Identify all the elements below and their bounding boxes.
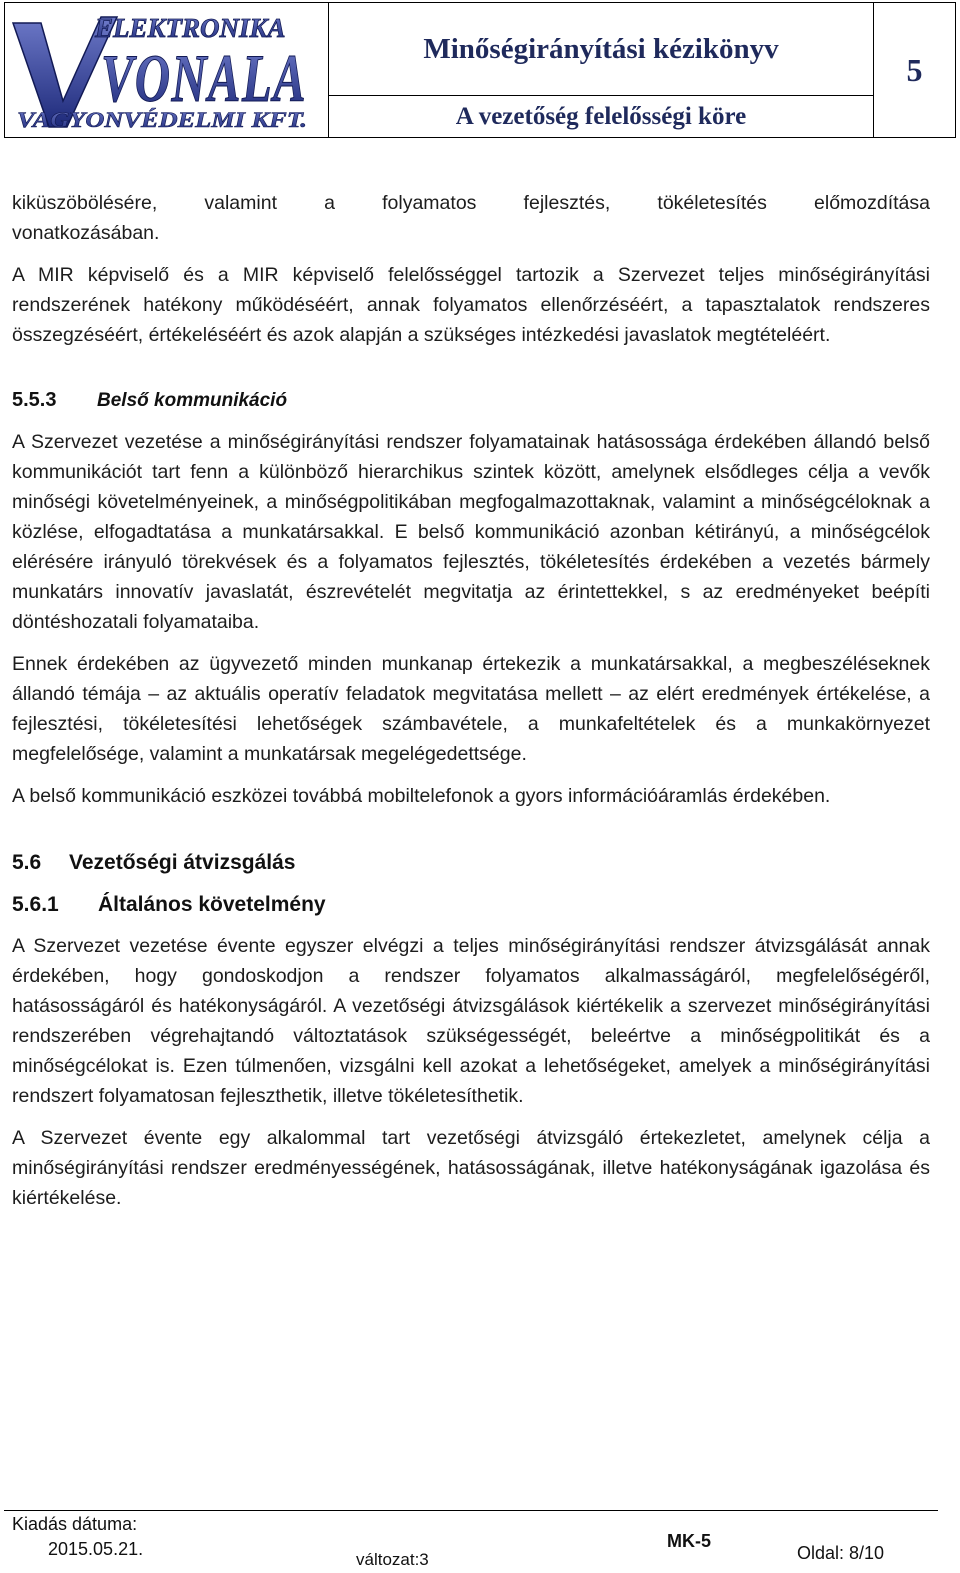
paragraph-annual-review: A Szervezet vezetése évente egyszer elvégzi a teljes minőségirányítási rendszer átvizsgálását annak érdekében, hogy gondoskodjon a rendszer folyamatos alkalmasságáról, megfelelőségéről, hatásosságáról és hatékonyságáról. A vezetőségi átvizsgálások kiértékelik a szervezet minőségirányítási rendszerében végrehajtandó változtatások szükségességét, beleértve a minőségpolitikát és a minőségcélokat is. Ezen túlmenően, vizsgálni kell azokat a lehetőségeket, amelyek a minőségirányítási rendszert folyamatosan fejleszthetik, illetve tökéletesíthetik.: [12, 935, 930, 1107]
footer-page-number: Oldal: 8/10: [797, 1543, 885, 1563]
paragraph-daily-meetings: Ennek érdekében az ügyvezető minden munkanap értekezik a munkatársakkal, a megbeszéléseknek állandó témája – az aktuális operatív feladatok megvitatása mellett – az elért eredmények értékelése, a fejlesztési, tökéletesítési lehetőségek számbavétele, a munkafeltételek és a munkakörnyezet megfelelősége, valamint a munkatársak megelégedettsége.: [12, 653, 930, 765]
footer-issue-date: 2015.05.21.: [48, 1539, 144, 1559]
paragraph-review-meeting: A Szervezet évente egy alkalommal tart vezetőségi átvizsgáló értekezletet, amelynek célja a minőségirányítási rendszer eredményességének, hatásosságának, illetve hatékonyságának igazolása és kiértékelése.: [12, 1127, 930, 1209]
section-title: Belső kommunikáció: [97, 390, 288, 411]
section-heading-5-5-3: [12, 385, 930, 415]
chapter-title: A vezetőség felelősségi köre: [329, 96, 874, 137]
section-title: Általános követelmény: [98, 893, 326, 916]
document-body: [12, 188, 930, 1213]
logo-line1: ELEKTRONIKA: [95, 13, 286, 43]
document-title: Minőségirányítási kézikönyv: [329, 3, 874, 96]
footer-issue-label: Kiadás dátuma:: [12, 1514, 138, 1534]
section-number: 5.6.1: [12, 893, 59, 916]
paragraph-continuation-line1: kiküszöbölésére, valamint a folyamatos fejlesztés, tökéletesítés előmozdítása: [12, 192, 930, 214]
section-title: Vezetőségi átvizsgálás: [69, 851, 296, 874]
company-logo: [5, 3, 329, 137]
section-heading-5-6: [12, 847, 930, 879]
document-header: [4, 2, 956, 138]
section-heading-5-6-1: [12, 889, 930, 921]
logo-line3: VAGYONVÉDELMI KFT.: [17, 107, 307, 132]
section-number: 5.6: [12, 851, 42, 874]
logo-graphic: [5, 3, 327, 137]
paragraph-mir-representative: A MIR képviselő és a MIR képviselő felelősséggel tartozik a Szervezet teljes minőségirányítási rendszerének hatékony működéséért, annak folyamatos ellenőrzéséért, a tapasztalatok rendszeres összegzéséért, értékeléséért és azok alapján a szükséges intézkedési javaslatok megtételéért.: [12, 264, 930, 346]
paragraph-communication-tools: A belső kommunikáció eszközei továbbá mobiltelefonok a gyors információáramlás érdekében.: [12, 785, 831, 807]
footer-version: változat:3: [356, 1550, 429, 1569]
footer-doc-code: MK-5: [667, 1531, 711, 1551]
logo-line2: VONALA: [101, 40, 307, 116]
chapter-number: 5: [906, 51, 923, 88]
paragraph-internal-communication: A Szervezet vezetése a minőségirányítási rendszer folyamatainak hatásossága érdekében állandó belső kommunikációt tart fenn a különböző hierarchikus szintek között, amelynek elsődleges célja a vevők minőségi követelményeinek, a minőségpolitikában megfogalmazottaknak, valamint a minőségcéloknak a közlése, elfogadtatása a munkatársakkal. E belső kommunikáció azonban kétirányú, a minőségcélok elérésére irányuló törekvések és a folyamatos fejlesztés, tökéletesítés érdekében a vezetés bármely munkatárs innovatív javaslatát, észrevételét megvitatja az érintettekkel, s az eredményeket beépíti döntéshozatali folyamataiba.: [12, 431, 930, 633]
section-number: 5.5.3: [12, 389, 57, 411]
paragraph-continuation-line2: vonatkozásában.: [12, 222, 160, 244]
footer-divider: [4, 1510, 938, 1511]
